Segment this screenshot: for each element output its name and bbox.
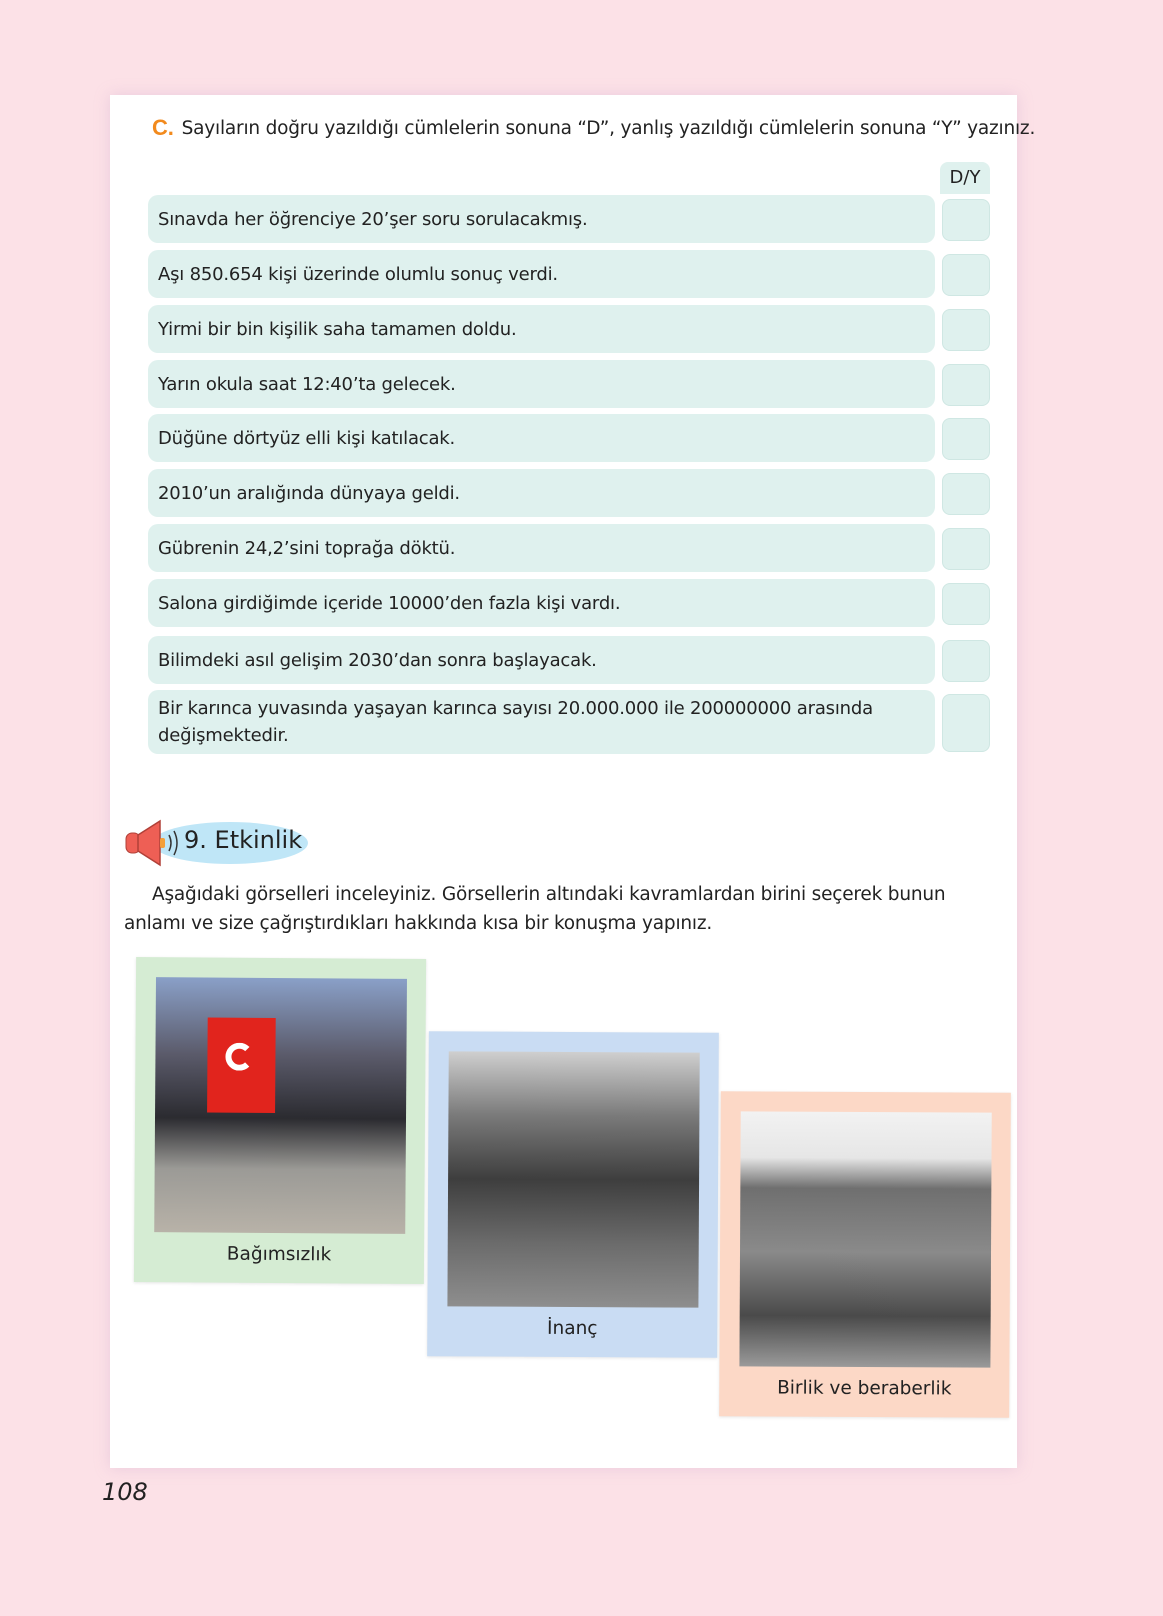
statement-row: Sınavda her öğrenciye 20’şer soru sorulacakmış. [148,195,935,243]
answer-box[interactable] [942,364,990,406]
photo-caption: İnanç [547,1317,598,1340]
statement-row: 2010’un aralığında dünyaya geldi. [148,469,935,517]
activity-title: 9. Etkinlik [184,826,303,854]
answer-box[interactable] [942,254,990,296]
statement-row: Bilimdeki asıl gelişim 2030’dan sonra başlayacak. [148,636,935,684]
answer-box[interactable] [942,473,990,515]
statement-row: Aşı 850.654 kişi üzerinde olumlu sonuç verdi. [148,250,935,298]
statement-row: Yirmi bir bin kişilik saha tamamen doldu. [148,305,935,353]
exercise-instruction [152,115,1035,141]
answer-box[interactable] [942,694,990,752]
photo-soldiers [447,1051,699,1307]
photo-card-independence [134,957,426,1284]
photo-caption: Bağımsızlık [226,1243,332,1266]
statement-row: Düğüne dörtyüz elli kişi katılacak. [148,414,935,462]
photo-women-carrying [739,1111,991,1367]
exercise-marker: C. [152,115,174,140]
activity-badge [124,818,310,868]
photo-card-faith [427,1031,719,1358]
answer-box[interactable] [942,528,990,570]
speaker-icon [124,818,184,868]
answer-box[interactable] [942,640,990,682]
instruction-text: Sayıların doğru yazıldığı cümlelerin sonuna “D”, yanlış yazıldığı cümlelerin sonuna “Y” yazınız. [181,117,1036,139]
photo-children-flag [154,977,407,1234]
statement-row: Gübrenin 24,2’sini toprağa döktü. [148,524,935,572]
statement-row: Bir karınca yuvasında yaşayan karınca sayısı 20.000.000 ile 200000000 arasında değişmektedir. [148,690,935,754]
statement-row: Salona girdiğimde içeride 10000’den fazla kişi vardı. [148,579,935,627]
answer-box[interactable] [942,583,990,625]
statement-row: Yarın okula saat 12:40’ta gelecek. [148,360,935,408]
page-number: 108 [102,1478,148,1506]
activity-paragraph: Aşağıdaki görselleri inceleyiniz. Görsellerin altındaki kavramlardan birini seçerek bunun anlamı ve size çağrıştırdıkları hakkında kısa bir konuşma yapınız. [124,884,946,934]
answer-box[interactable] [942,199,990,241]
photo-card-unity [719,1091,1011,1418]
answer-box[interactable] [942,309,990,351]
dy-column-header: D/Y [940,162,990,194]
answer-box[interactable] [942,418,990,460]
photo-caption: Birlik ve beraberlik [777,1377,952,1400]
